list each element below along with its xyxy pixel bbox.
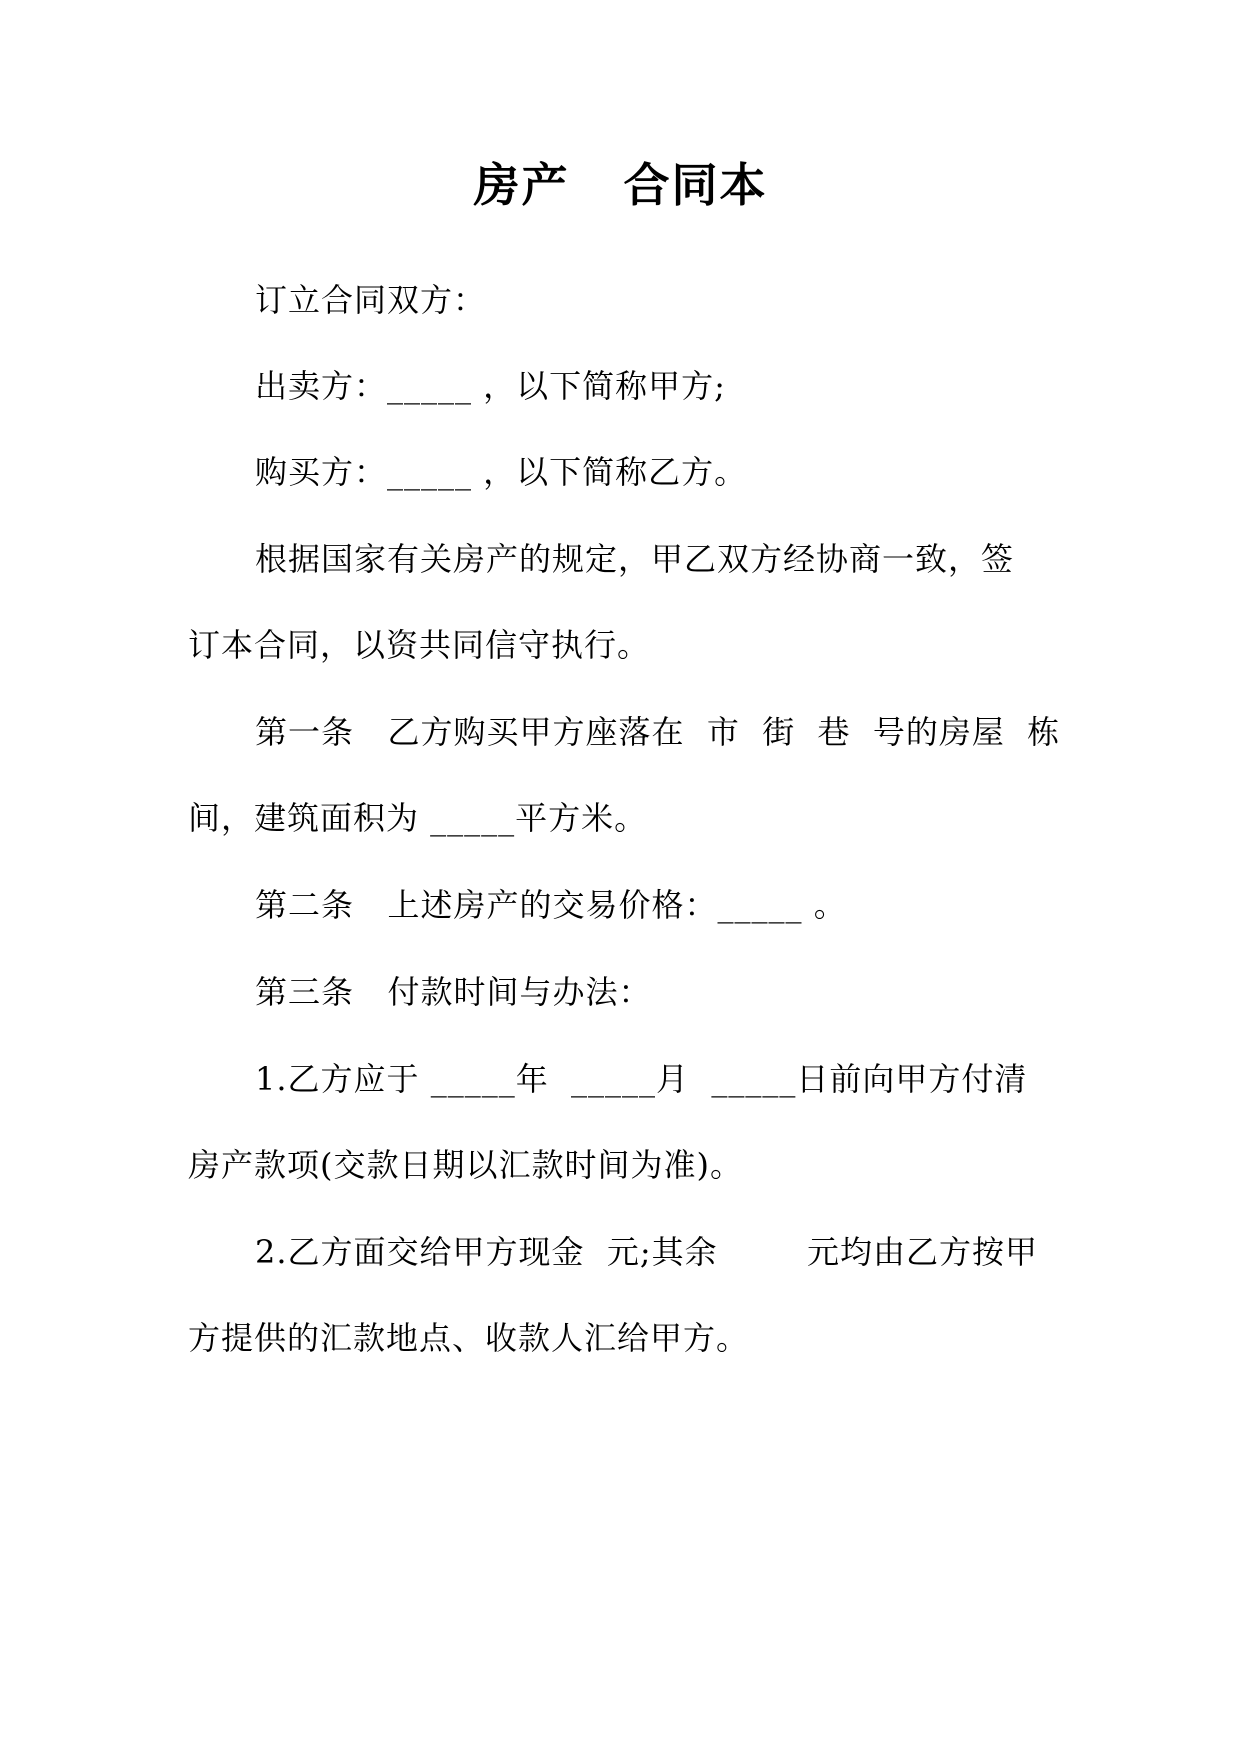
seller-line: 出卖方：_____ ，以下简称甲方; [255, 367, 726, 405]
article-2-line: 第二条 上述房产的交易价格：_____ 。 [255, 886, 847, 924]
preamble-line-2: 订本合同，以资共同信守执行。 [188, 626, 651, 664]
document-title: 房产 合同本 [473, 158, 768, 212]
article-1-line-2: 间，建筑面积为 _____平方米。 [188, 799, 648, 837]
clause-2-line-1: 2.乙方面交给甲方现金 元;其余 元均由乙方按甲 [255, 1233, 1039, 1271]
clause-1-line-2: 房产款项(交款日期以汇款时间为准)。 [188, 1146, 743, 1184]
preamble-line-1: 根据国家有关房产的规定，甲乙双方经协商一致，签 [255, 540, 1015, 578]
parties-heading: 订立合同双方： [255, 281, 487, 319]
clause-1-line-1: 1.乙方应于 _____年 _____月 _____日前向甲方付清 [255, 1060, 1028, 1098]
article-1-line-1: 第一条 乙方购买甲方座落在 市 街 巷 号的房屋 栋 [255, 713, 1061, 751]
buyer-line: 购买方：_____ ，以下简称乙方。 [255, 453, 748, 491]
article-3-heading: 第三条 付款时间与办法： [255, 973, 652, 1011]
clause-2-line-2: 方提供的汇款地点、收款人汇给甲方。 [188, 1319, 750, 1357]
